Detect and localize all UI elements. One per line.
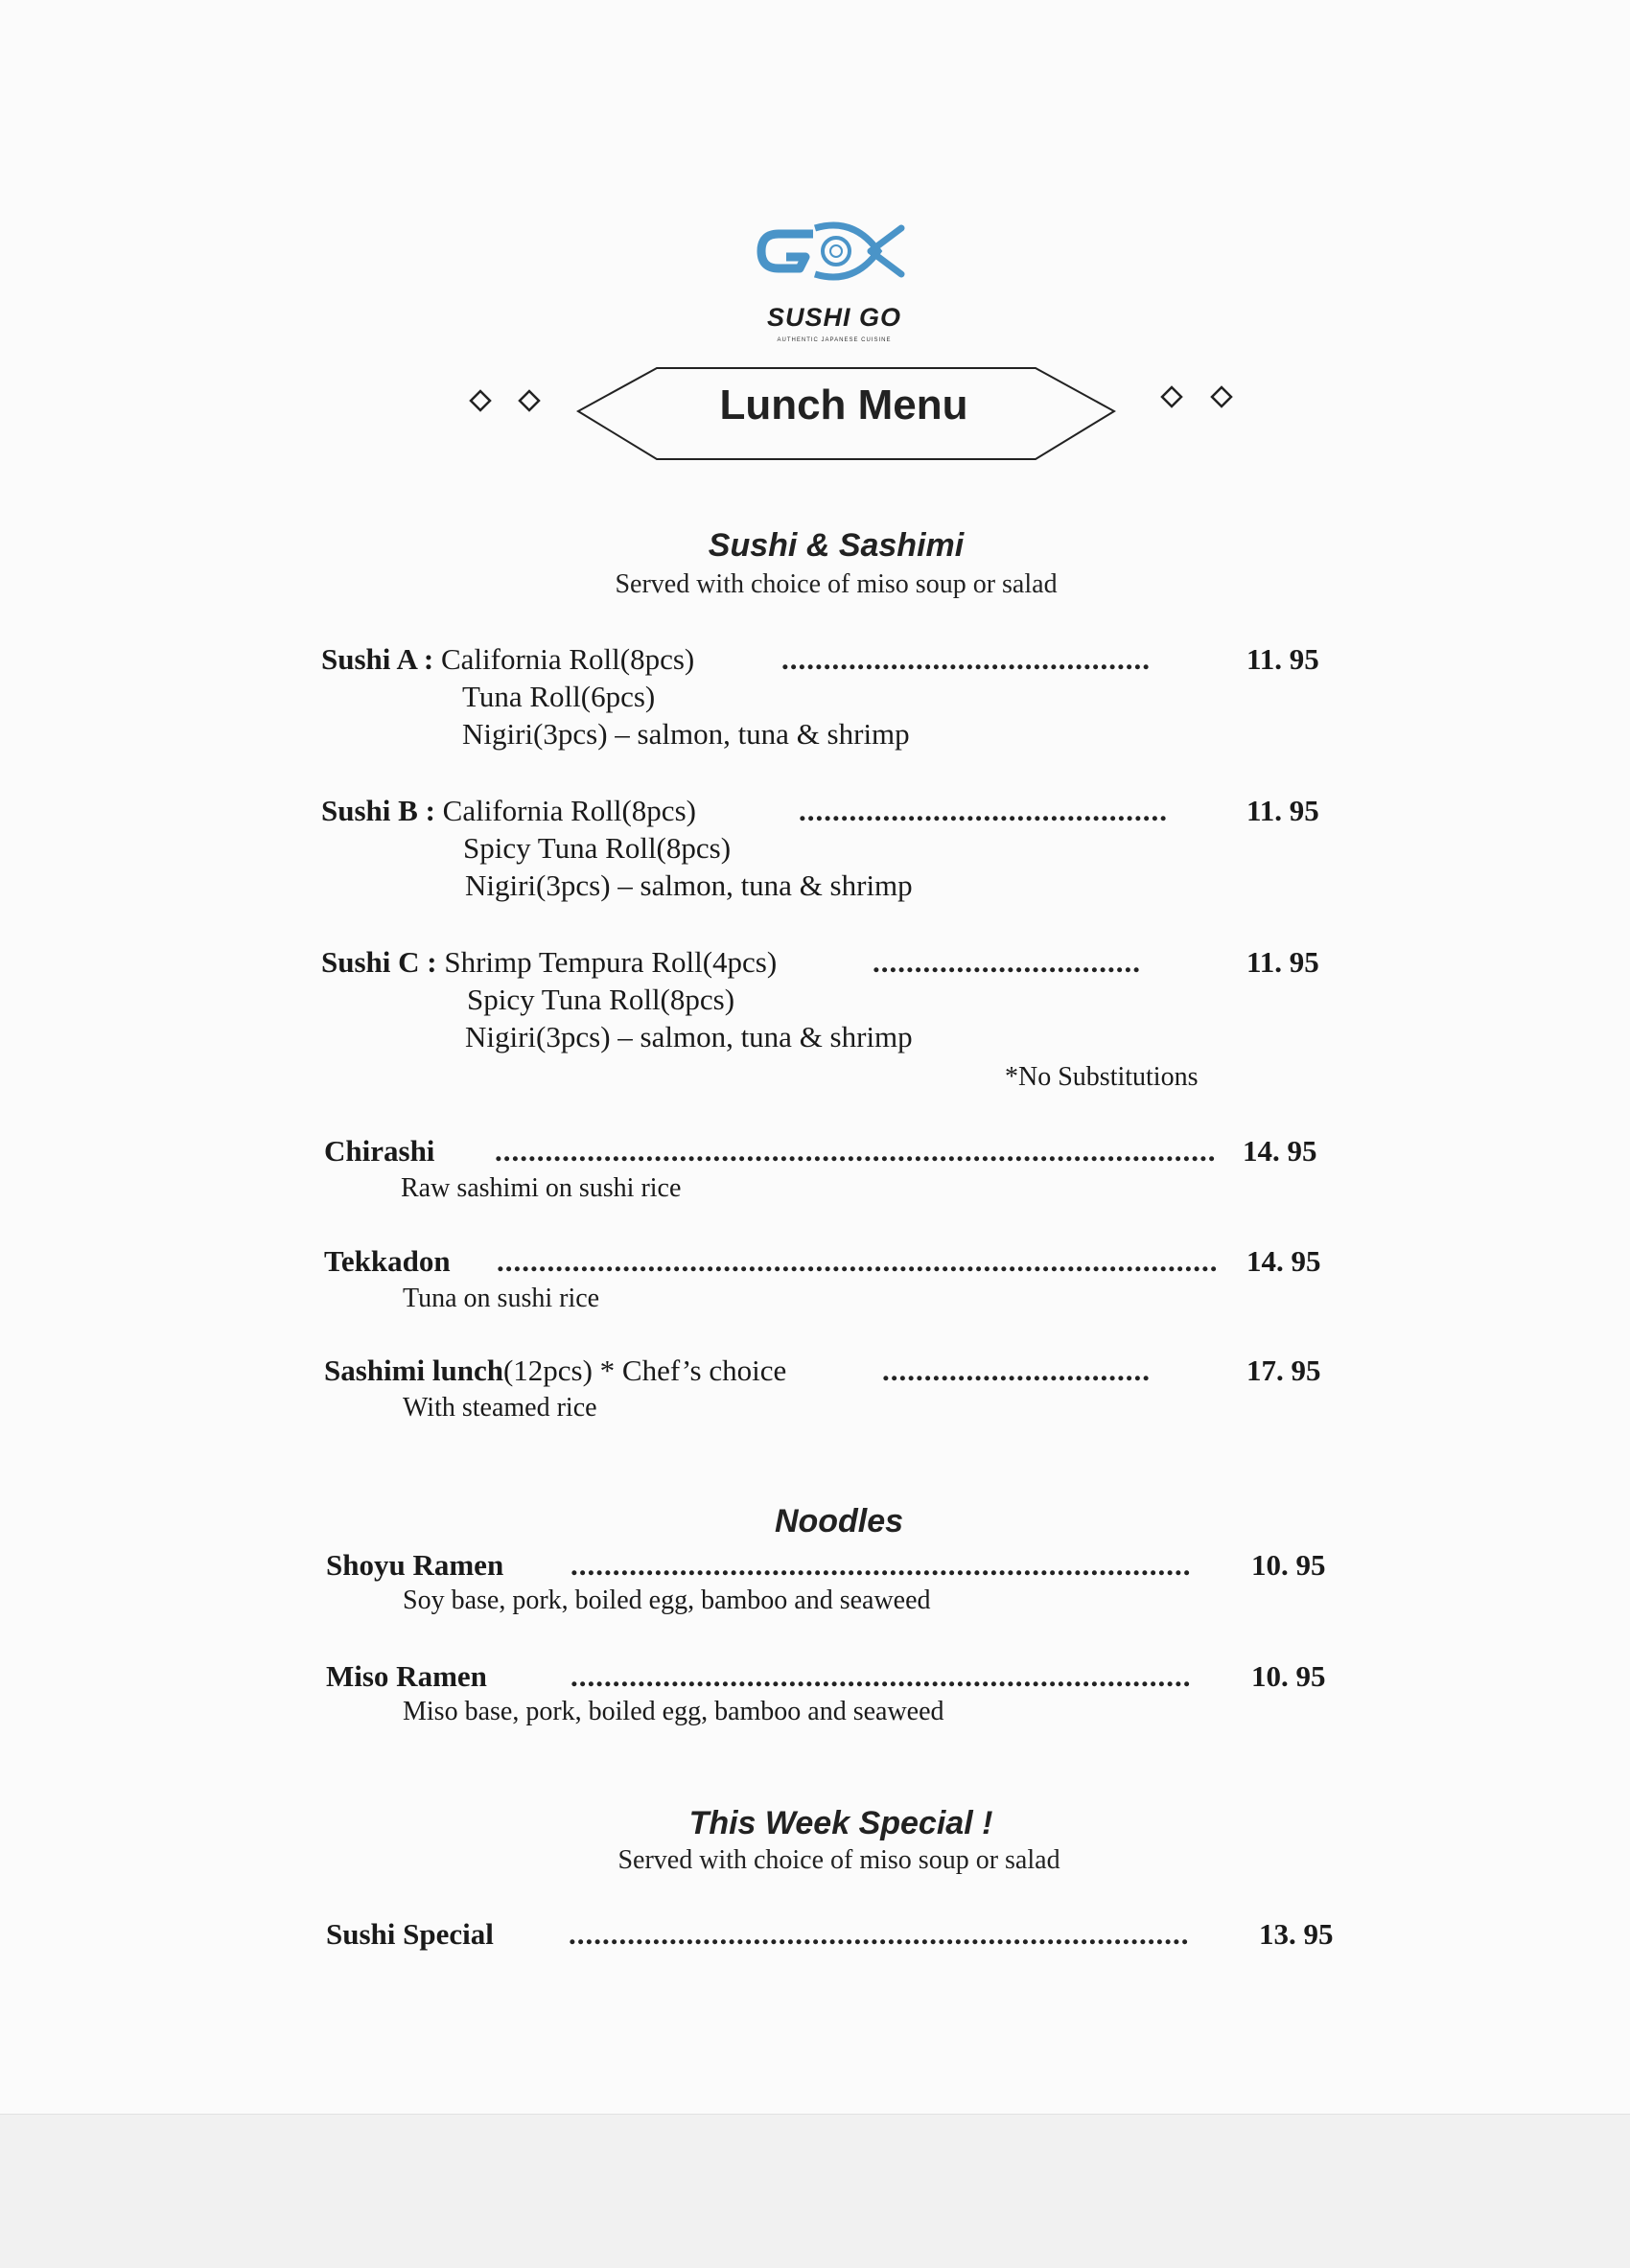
item-price: 11. 95 [1246, 945, 1319, 979]
item-price: 14. 95 [1246, 1244, 1321, 1278]
item-description: Soy base, pork, boiled egg, bamboo and seaweed [403, 1585, 931, 1615]
dot-leader: ................................ [882, 1354, 1151, 1387]
item-detail-line: Nigiri(3pcs) – salmon, tuna & shrimp [462, 717, 910, 751]
item-price: 10. 95 [1251, 1659, 1326, 1693]
section-title-sushi: Sushi & Sashimi [708, 527, 965, 564]
item-price: 17. 95 [1246, 1354, 1321, 1387]
item-name: Tekkadon [324, 1244, 451, 1278]
item-price: 10. 95 [1251, 1548, 1326, 1582]
section-title-special: This Week Special ! [688, 1805, 993, 1841]
dot-leader: ................................ [873, 945, 1141, 979]
item-name: Sashimi lunch [324, 1354, 503, 1387]
item-price: 13. 95 [1259, 1917, 1334, 1951]
dot-leader: .......................................................................... [569, 1917, 1190, 1951]
brand-tagline: AUTHENTIC JAPANESE CUISINE [777, 337, 892, 343]
dot-leader: ...................................................................................... [495, 1134, 1217, 1168]
item-price: 14. 95 [1243, 1134, 1317, 1168]
dot-leader: .......................................................................... [570, 1659, 1192, 1693]
item-name: Miso Ramen [326, 1659, 487, 1693]
item-name: Sushi Special [326, 1917, 494, 1951]
fish-logo-icon [757, 222, 911, 299]
no-substitutions-note: *No Substitutions [1005, 1062, 1199, 1092]
item-description: With steamed rice [403, 1393, 597, 1423]
item-suffix: (12pcs) * Chef’s choice [502, 1354, 787, 1387]
dot-leader: ............................................ [799, 794, 1168, 827]
item-label: Sushi B : [321, 794, 435, 827]
menu-title-banner [451, 362, 1237, 463]
dot-leader: ............................................ [781, 642, 1151, 676]
item-description: Tuna on sushi rice [403, 1284, 600, 1313]
brand-name: SUSHI GO [766, 303, 902, 332]
item-first-line: California Roll(8pcs) [440, 642, 695, 676]
section-title-noodles: Noodles [774, 1503, 904, 1539]
section-note-special: Served with choice of miso soup or salad [617, 1845, 1060, 1875]
logo [748, 222, 920, 347]
item-detail-line: Spicy Tuna Roll(8pcs) [467, 983, 735, 1016]
dot-leader: .......................................................................... [570, 1548, 1192, 1582]
item-detail-line: Nigiri(3pcs) – salmon, tuna & shrimp [465, 868, 913, 902]
item-first-line: Shrimp Tempura Roll(4pcs) [444, 945, 778, 979]
item-detail-line: Spicy Tuna Roll(8pcs) [463, 831, 732, 865]
item-description: Miso base, pork, boiled egg, bamboo and seaweed [403, 1697, 944, 1726]
dot-leader: ...................................................................................... [497, 1244, 1219, 1278]
item-detail-line: Nigiri(3pcs) – salmon, tuna & shrimp [465, 1020, 913, 1053]
item-description: Raw sashimi on sushi rice [401, 1173, 682, 1203]
item-first-line: California Roll(8pcs) [442, 794, 696, 827]
item-label: Sushi A : [321, 642, 434, 676]
page-title: Lunch Menu [719, 382, 968, 428]
section-note-sushi: Served with choice of miso soup or salad [615, 569, 1058, 599]
item-price: 11. 95 [1246, 642, 1319, 676]
item-name: Shoyu Ramen [326, 1548, 504, 1582]
item-label: Sushi C : [321, 945, 437, 979]
item-price: 11. 95 [1246, 794, 1319, 827]
item-detail-line: Tuna Roll(6pcs) [462, 680, 656, 713]
item-name: Chirashi [324, 1134, 435, 1168]
